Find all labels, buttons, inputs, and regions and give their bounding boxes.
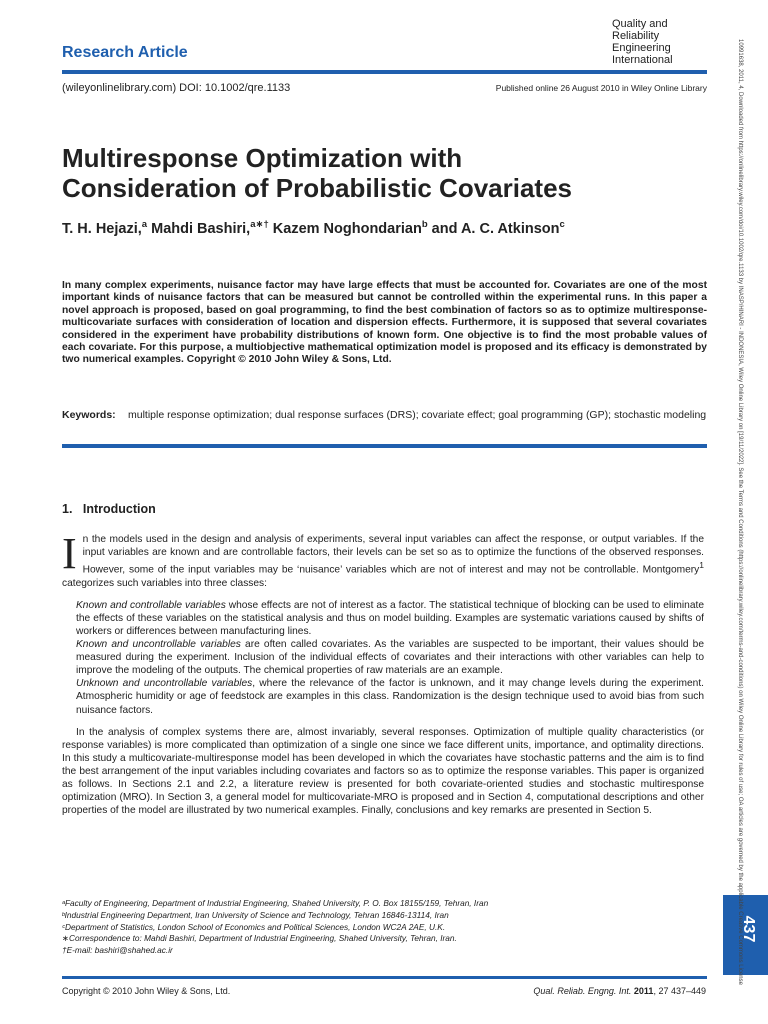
header-rule [62, 70, 707, 74]
variable-class-text: whose effects are not of interest as a factor. The statistical technique of blocking can be used to eliminate the effects of these variables on the statistical analysis and thus on model building. Examples are systematic variations caused by shifts of workers or differences between manufacturing lines. [76, 599, 704, 637]
footnote: ∗Correspondence to: Mahdi Bashiri, Department of Industrial Engineering, Shahed University, Tehran, Iran. [62, 933, 457, 944]
keywords-text: multiple response optimization; dual response surfaces (DRS); covariate effect; goal programming (GP); stochastic modeling [128, 409, 707, 421]
variable-class-term: Known and controllable variables [76, 599, 226, 611]
variable-class-text: , where the relevance of the factor is unknown, and it may change levels during the experiment. Atmospheric humidity or age of feedstock are examples in this class. Randomization is the design technique used to avoid bias from such nuisance factors. [76, 678, 704, 716]
footnotes [62, 898, 702, 957]
journal-name [612, 18, 722, 66]
download-notice: 10991638, 2011, 4, Downloaded from https://onlinelibrary.wiley.com/doi/10.1002/qre.1133 by INASP/HINARI - INDONESIA, Wiley Online Library on [19/11/2022]. See the Terms and Conditions (https://onlinelibrary.wiley.com/terms-and-conditions) on Wiley Online Library for rules of use; OA articles are governed by the applicable Creative Commons License [737, 39, 743, 985]
volume-pages: , 27 437–449 [653, 986, 706, 996]
variable-class-text: are often called covariates. As the variables are suspected to be important, their values should be measured during the experiment. Inclusion of the individual effects of covariates and their interactions with other variables can help to improve the modeling of the outputs. The chemical properties of raw materials are an example. [76, 639, 704, 677]
paragraph-text: n the models used in the design and analysis of experiments, several input variables can affect the response, or output variables. If the input variables are known and are controllable factors, their levels can be set so as to optimize the functions of the observed responses. However, some of the input variables may be ‘nuisance’ variables which are not of interest and may not be controllable. Montgomery [82, 534, 704, 576]
page-number: 437 [740, 915, 757, 943]
section-rule [62, 444, 707, 448]
introduction-paragraph: In the analysis of complex systems there are, almost invariably, several responses. Optimization of multiple quality characteristics (or response variables) is more complicated than optimization of a single one since we face different units, importance, and optimality directions. In this study a multicovariate-multiresponse model has been developed in which the covariates have stochastic patterns and the aim is to find the best arrangement of the input variables including covariates and factors so as to optimize the response variables. This paper is organized as follows. In Sections 2.1 and 2.2, a literature review is presented for both covariate-oriented studies and stochastic multiresponse optimization (MRO). In Section 3, a general model for multicovariate-MRO is proposed and in Section 4, computational descriptions and other properties of the model are illustrated by two numerical examples. Finally, conclusions and key remarks are presented in Section 5. [62, 726, 704, 817]
copyright-notice: Copyright © 2010 John Wiley & Sons, Ltd. [62, 986, 231, 996]
introduction-paragraph [62, 529, 704, 590]
author-affiliation-mark: a [141, 219, 148, 230]
published-date: Published online 26 August 2010 in Wiley Online Library [495, 83, 707, 93]
author-affiliation-mark: a∗† [250, 219, 269, 230]
footer-rule [62, 976, 707, 979]
variable-classes [76, 599, 704, 717]
paper-title-line: Consideration of Probabilistic Covariates [62, 173, 572, 203]
author-affiliation-mark: b [421, 219, 428, 230]
drop-cap: I [62, 529, 77, 578]
journal-abbreviation: Qual. Reliab. Engng. Int. [533, 986, 632, 996]
footnote: ᵇIndustrial Engineering Department, Iran University of Science and Technology, Tehran 16846-13114, Iran [62, 909, 449, 920]
keywords [62, 409, 707, 422]
doi-link[interactable]: (wileyonlinelibrary.com) DOI: 10.1002/qre.1133 [62, 82, 291, 94]
section-label: Research Article [62, 44, 188, 61]
author-name: and A. C. Atkinson [431, 220, 560, 237]
author-name: T. H. Hejazi, [62, 220, 142, 237]
introduction-body [62, 529, 704, 817]
footnote-email[interactable]: †E-mail: bashiri@shahed.ac.ir [62, 945, 173, 956]
paper-title [62, 143, 702, 203]
paragraph-text: categorizes such variables into three classes: [62, 577, 267, 589]
variable-class-item [76, 677, 704, 716]
journal-name-line: International [612, 54, 673, 66]
keywords-label: Keywords: [62, 409, 116, 421]
introduction-heading: 1. Introduction [62, 502, 156, 516]
author-list [62, 219, 565, 237]
author-name: Kazem Noghondarian [272, 220, 422, 237]
variable-class-item [76, 638, 704, 677]
journal-name-line: Engineering [612, 42, 671, 54]
journal-name-line: Quality and [612, 18, 668, 30]
variable-class-term: Unknown and uncontrollable variables [76, 678, 253, 690]
citation-year: 2011 [633, 986, 654, 996]
author-name: Mahdi Bashiri, [151, 220, 251, 237]
reference-mark[interactable]: 1 [699, 560, 704, 571]
paper-title-line: Multiresponse Optimization with [62, 143, 463, 173]
author-affiliation-mark: c [559, 219, 565, 230]
variable-class-item [76, 599, 704, 638]
abstract: In many complex experiments, nuisance factor may have large effects that must be accounted for. Covariates are one of the most important kinds of nuisance factors that can be measured but cannot be controlled within the experimental runs. In this paper a novel approach is proposed, based on goal programming, to find the best combination of factors so as to optimize multiresponse-multicovariate surfaces with consideration of location and dispersion effects. Furthermore, it is supposed that several covariates considered in the experiment have probability distributions of known form. One objective is to find the most probable values of each covariate. For this purpose, a multiobjective mathematical optimization model is proposed and its efficacy is demonstrated by two numerical examples. Copyright © 2010 John Wiley & Sons, Ltd. [62, 280, 707, 366]
footnote: ᶜDepartment of Statistics, London School of Economics and Political Sciences, London WC2A 2AE, U.K. [62, 921, 446, 932]
variable-class-term: Known and uncontrollable variables [76, 639, 241, 651]
journal-name-line: Reliability [612, 30, 660, 42]
citation [533, 986, 706, 996]
footnote: ᵃFaculty of Engineering, Department of Industrial Engineering, Shahed University, P. O. Box 18155/159, Tehran, Iran [62, 898, 489, 908]
